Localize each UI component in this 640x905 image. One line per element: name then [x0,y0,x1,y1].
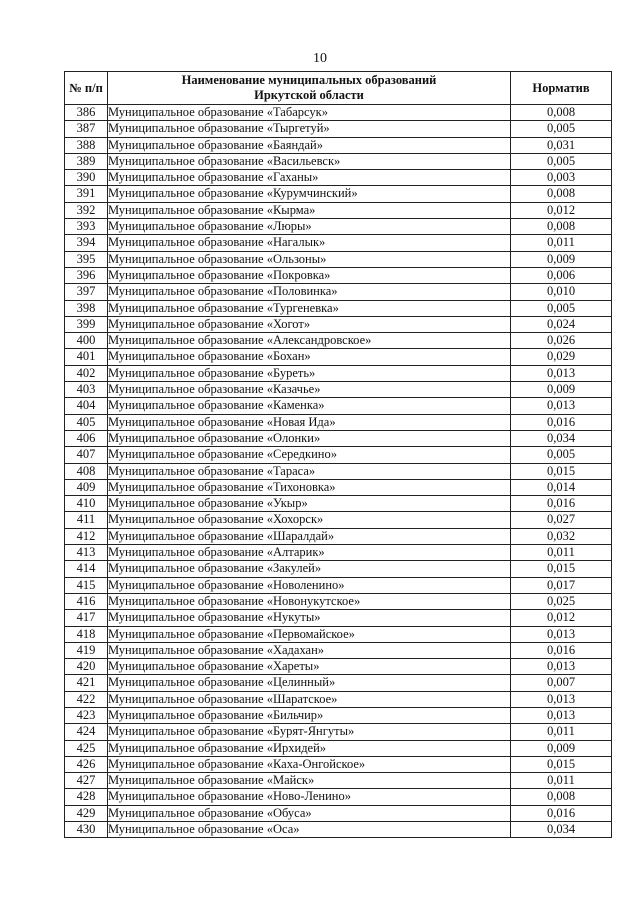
table-row [65,105,612,121]
row-value: 0,015 [511,463,612,479]
table-row [65,382,612,398]
row-number: 391 [65,186,108,202]
row-number: 418 [65,626,108,642]
table-row [65,593,612,609]
row-name: Муниципальное образование «Хохорск» [108,512,511,528]
row-value: 0,012 [511,610,612,626]
table-row [65,333,612,349]
table-row [65,724,612,740]
header-name [108,72,511,105]
row-name: Муниципальное образование «Хареты» [108,659,511,675]
row-name: Муниципальное образование «Тургеневка» [108,300,511,316]
table-row [65,577,612,593]
row-value: 0,007 [511,675,612,691]
row-name: Муниципальное образование «Курумчинский» [108,186,511,202]
row-number: 403 [65,382,108,398]
row-number: 423 [65,707,108,723]
row-number: 414 [65,561,108,577]
row-number: 389 [65,153,108,169]
table-row [65,707,612,723]
row-number: 394 [65,235,108,251]
row-name: Муниципальное образование «Шаралдай» [108,528,511,544]
table-row [65,349,612,365]
table-row [65,561,612,577]
row-name: Муниципальное образование «Обуса» [108,805,511,821]
table-row [65,414,612,430]
table-row [65,805,612,821]
table-row [65,398,612,414]
row-number: 430 [65,822,108,838]
row-number: 404 [65,398,108,414]
table-row [65,675,612,691]
header-value: Норматив [511,72,612,105]
row-name: Муниципальное образование «Ново-Ленино» [108,789,511,805]
row-name: Муниципальное образование «Тихоновка» [108,479,511,495]
row-number: 408 [65,463,108,479]
header-name-line1: Наименование муниципальных образований [181,73,437,87]
row-value: 0,013 [511,398,612,414]
row-number: 386 [65,105,108,121]
norms-table [64,71,612,838]
row-name: Муниципальное образование «Укыр» [108,496,511,512]
table-row [65,463,612,479]
row-number: 397 [65,284,108,300]
row-value: 0,015 [511,561,612,577]
row-number: 413 [65,545,108,561]
row-name: Муниципальное образование «Майск» [108,773,511,789]
table-row [65,447,612,463]
row-value: 0,025 [511,593,612,609]
row-number: 425 [65,740,108,756]
row-value: 0,008 [511,186,612,202]
table-row [65,251,612,267]
row-number: 396 [65,267,108,283]
row-value: 0,017 [511,577,612,593]
row-value: 0,016 [511,642,612,658]
row-value: 0,005 [511,153,612,169]
table-row [65,430,612,446]
table-row [65,365,612,381]
row-name: Муниципальное образование «Буреть» [108,365,511,381]
row-name: Муниципальное образование «Люры» [108,219,511,235]
row-value: 0,016 [511,805,612,821]
row-name: Муниципальное образование «Кырма» [108,202,511,218]
row-number: 388 [65,137,108,153]
row-name: Муниципальное образование «Гаханы» [108,170,511,186]
row-value: 0,009 [511,382,612,398]
table-row [65,202,612,218]
row-number: 411 [65,512,108,528]
row-number: 401 [65,349,108,365]
table-row [65,740,612,756]
table-row [65,137,612,153]
row-number: 400 [65,333,108,349]
table-row [65,316,612,332]
row-value: 0,029 [511,349,612,365]
row-value: 0,008 [511,219,612,235]
table-row [65,822,612,838]
table-row [65,267,612,283]
row-number: 429 [65,805,108,821]
row-value: 0,013 [511,659,612,675]
table-row [65,610,612,626]
row-value: 0,005 [511,300,612,316]
row-value: 0,011 [511,773,612,789]
table-row [65,479,612,495]
row-name: Муниципальное образование «Шаратское» [108,691,511,707]
row-name: Муниципальное образование «Новая Ида» [108,414,511,430]
table-row [65,691,612,707]
row-name: Муниципальное образование «Олонки» [108,430,511,446]
row-name: Муниципальное образование «Оса» [108,822,511,838]
row-value: 0,003 [511,170,612,186]
row-number: 417 [65,610,108,626]
table-row [65,756,612,772]
row-value: 0,016 [511,414,612,430]
row-value: 0,005 [511,121,612,137]
row-name: Муниципальное образование «Тараса» [108,463,511,479]
row-number: 426 [65,756,108,772]
row-name: Муниципальное образование «Половинка» [108,284,511,300]
row-value: 0,005 [511,447,612,463]
row-number: 405 [65,414,108,430]
row-value: 0,010 [511,284,612,300]
row-value: 0,006 [511,267,612,283]
row-value: 0,012 [511,202,612,218]
row-value: 0,011 [511,545,612,561]
row-number: 395 [65,251,108,267]
row-name: Муниципальное образование «Каменка» [108,398,511,414]
row-value: 0,013 [511,707,612,723]
row-value: 0,011 [511,235,612,251]
table-row [65,170,612,186]
row-value: 0,016 [511,496,612,512]
row-value: 0,027 [511,512,612,528]
row-name: Муниципальное образование «Табарсук» [108,105,511,121]
row-name: Муниципальное образование «Ирхидей» [108,740,511,756]
row-value: 0,026 [511,333,612,349]
row-value: 0,009 [511,251,612,267]
row-name: Муниципальное образование «Середкино» [108,447,511,463]
row-number: 424 [65,724,108,740]
row-value: 0,024 [511,316,612,332]
row-value: 0,008 [511,789,612,805]
row-number: 398 [65,300,108,316]
row-name: Муниципальное образование «Нагалык» [108,235,511,251]
row-name: Муниципальное образование «Алтарик» [108,545,511,561]
table-row [65,284,612,300]
row-name: Муниципальное образование «Первомайское» [108,626,511,642]
row-number: 406 [65,430,108,446]
row-number: 420 [65,659,108,675]
row-number: 390 [65,170,108,186]
table-row [65,186,612,202]
table-row [65,545,612,561]
row-name: Муниципальное образование «Новонукутское» [108,593,511,609]
row-name: Муниципальное образование «Новоленино» [108,577,511,593]
table-body [65,105,612,838]
row-name: Муниципальное образование «Хогот» [108,316,511,332]
row-name: Муниципальное образование «Закулей» [108,561,511,577]
row-number: 392 [65,202,108,218]
row-number: 407 [65,447,108,463]
row-name: Муниципальное образование «Бурят-Янгуты» [108,724,511,740]
row-value: 0,013 [511,626,612,642]
row-name: Муниципальное образование «Бохан» [108,349,511,365]
row-number: 402 [65,365,108,381]
row-name: Муниципальное образование «Каха-Онгойское» [108,756,511,772]
row-number: 409 [65,479,108,495]
row-name: Муниципальное образование «Целинный» [108,675,511,691]
row-name: Муниципальное образование «Баяндай» [108,137,511,153]
table-row [65,121,612,137]
table-row [65,528,612,544]
row-number: 412 [65,528,108,544]
row-name: Муниципальное образование «Васильевск» [108,153,511,169]
row-number: 410 [65,496,108,512]
row-number: 422 [65,691,108,707]
table-header [65,72,612,105]
row-value: 0,015 [511,756,612,772]
row-value: 0,032 [511,528,612,544]
row-number: 416 [65,593,108,609]
table-row [65,773,612,789]
row-number: 415 [65,577,108,593]
row-name: Муниципальное образование «Покровка» [108,267,511,283]
row-value: 0,011 [511,724,612,740]
row-value: 0,009 [511,740,612,756]
row-name: Муниципальное образование «Казачье» [108,382,511,398]
table-row [65,512,612,528]
row-value: 0,031 [511,137,612,153]
row-number: 419 [65,642,108,658]
row-value: 0,014 [511,479,612,495]
row-value: 0,034 [511,430,612,446]
table-row [65,219,612,235]
row-value: 0,013 [511,365,612,381]
table-row [65,153,612,169]
row-value: 0,034 [511,822,612,838]
row-value: 0,013 [511,691,612,707]
table-row [65,642,612,658]
header-name-line2: Иркутской области [254,88,364,102]
row-number: 427 [65,773,108,789]
row-number: 399 [65,316,108,332]
row-value: 0,008 [511,105,612,121]
row-name: Муниципальное образование «Нукуты» [108,610,511,626]
table-row [65,300,612,316]
page-number: 10 [313,51,327,66]
table-row [65,626,612,642]
row-name: Муниципальное образование «Александровское» [108,333,511,349]
table-row [65,659,612,675]
row-name: Муниципальное образование «Тыргетуй» [108,121,511,137]
row-number: 393 [65,219,108,235]
table-row [65,789,612,805]
header-number: № п/п [65,72,108,105]
table-row [65,496,612,512]
table-row [65,235,612,251]
row-name: Муниципальное образование «Ользоны» [108,251,511,267]
row-name: Муниципальное образование «Бильчир» [108,707,511,723]
row-name: Муниципальное образование «Хадахан» [108,642,511,658]
row-number: 421 [65,675,108,691]
row-number: 387 [65,121,108,137]
row-number: 428 [65,789,108,805]
header-row [65,72,612,105]
